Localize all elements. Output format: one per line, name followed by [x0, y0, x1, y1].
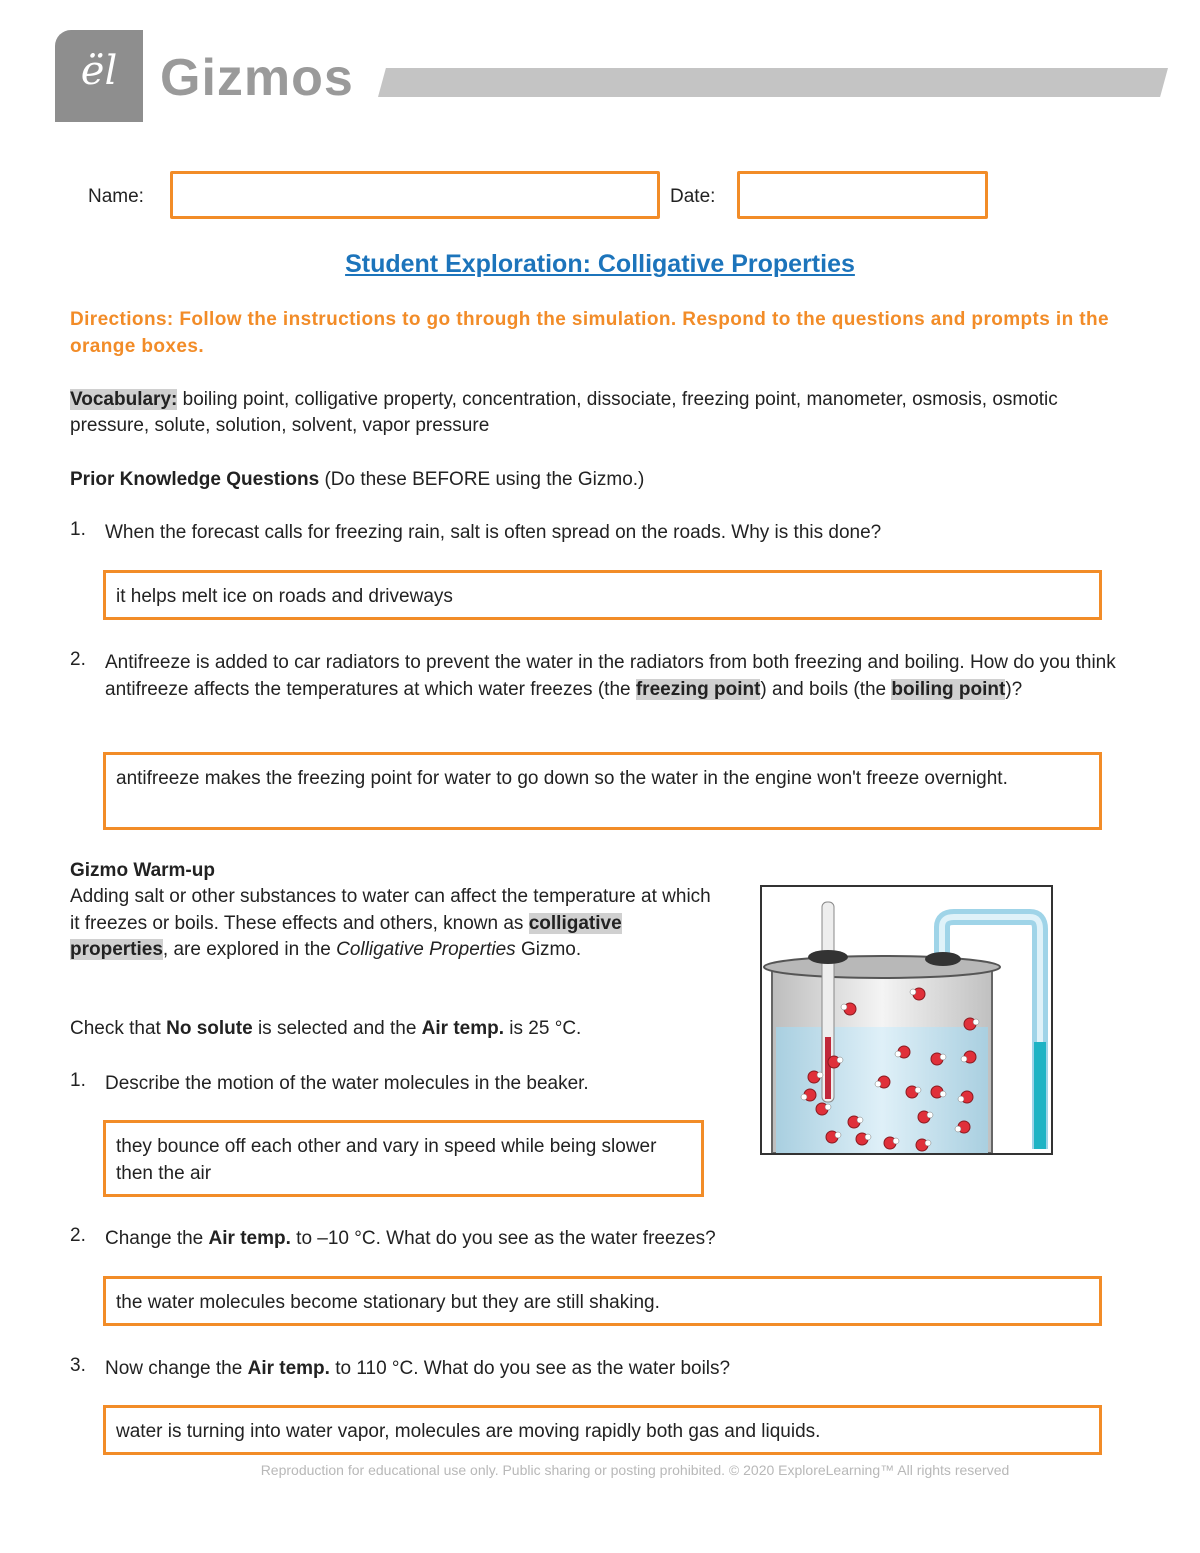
vocabulary-label: Vocabulary: [70, 389, 178, 410]
prior-note: (Do these BEFORE using the Gizmo.) [324, 469, 645, 490]
warmup-q1-text: Describe the motion of the water molecules in the beaker. [105, 1073, 589, 1094]
freezing-point-term: freezing point [635, 679, 761, 700]
page-title: Student Exploration: Colligative Properties [345, 250, 855, 278]
prior-q1-number: 1. [70, 519, 86, 540]
prior-q2-text-b: ) and boils (the [760, 679, 892, 700]
header-bar [378, 68, 1168, 97]
prior-q2-text [105, 649, 1125, 703]
no-solute-term: No solute [166, 1018, 253, 1039]
warmup-q2-answer[interactable]: the water molecules become stationary but they are still shaking. [103, 1276, 1102, 1326]
warmup-q3-text-a: Now change the [105, 1358, 248, 1379]
gizmo-name: Colligative Properties [336, 939, 516, 960]
warmup-q2-text-b: to –10 °C. What do you see as the water freezes? [290, 1228, 716, 1249]
warmup-q3-bold: Air temp. [247, 1358, 330, 1379]
prior-q2-number: 2. [70, 649, 86, 670]
vocabulary-terms: boiling point, colligative property, concentration, dissociate, freezing point, manometer, osmosis, osmotic pressure, solute, solution, solvent, vapor pressure [70, 389, 1058, 436]
beaker-illustration [762, 887, 1051, 1153]
warmup-intro-a: Adding salt or other substances to water can affect the temperature at which it freezes or boils. These effects and others, known as [70, 886, 711, 934]
check-c: is selected and the [252, 1018, 422, 1039]
warmup-q2-number: 2. [70, 1225, 86, 1246]
prior-q2-text-c: )? [1005, 679, 1023, 700]
warmup-intro-c: Gizmo. [515, 939, 582, 960]
warmup-q2-text [105, 1225, 1115, 1252]
name-label: Name: [88, 186, 144, 207]
prior-q1-answer[interactable]: it helps melt ice on roads and driveways [103, 570, 1102, 620]
date-label: Date: [670, 186, 716, 207]
warmup-q3-text-b: to 110 °C. What do you see as the water boils? [329, 1358, 731, 1379]
check-d: is 25 °C. [504, 1018, 582, 1039]
directions: Directions: Follow the instructions to go through the simulation. Respond to the questions and prompts in the orange boxes. [70, 309, 1109, 357]
warmup-heading [70, 858, 215, 884]
warmup-check [70, 1016, 730, 1042]
warmup-intro [70, 884, 720, 964]
prior-q2-text-a: Antifreeze is added to car radiators to prevent the water in the radiators from both freezing and boiling. How do you think antifreeze affects the temperatures at which water freezes (the [105, 652, 1116, 700]
warmup-q3-number: 3. [70, 1355, 86, 1376]
air-temp-term: Air temp. [421, 1018, 505, 1039]
prior-q2-answer[interactable]: antifreeze makes the freezing point for water to go down so the water in the engine won't freeze overnight. [103, 752, 1102, 830]
prior-knowledge-heading [70, 467, 1130, 493]
vocabulary [70, 387, 1130, 439]
prior-q1-text: When the forecast calls for freezing rain, salt is often spread on the roads. Why is this done? [105, 522, 882, 543]
warmup-q3-answer[interactable]: water is turning into water vapor, molecules are moving rapidly both gas and liquids. [103, 1405, 1102, 1455]
date-field[interactable] [737, 171, 988, 219]
prior-heading: Prior Knowledge Questions [70, 469, 320, 490]
warmup-q1-answer[interactable]: they bounce off each other and vary in speed while being slower then the air [103, 1120, 704, 1197]
brand-name: Gizmos [160, 49, 354, 107]
warmup-heading-text: Gizmo Warm-up [70, 860, 215, 881]
colligative-properties-term: colligative properties [70, 912, 622, 960]
warmup-q1-number: 1. [70, 1070, 86, 1091]
logo-mark: ël [80, 48, 118, 94]
gizmo-beaker-image [760, 885, 1053, 1155]
name-field[interactable] [170, 171, 660, 219]
warmup-q2-text-a: Change the [105, 1228, 209, 1249]
boiling-point-term: boiling point [891, 679, 1006, 700]
check-a: Check that [70, 1018, 167, 1039]
warmup-q3-text [105, 1355, 1115, 1382]
footer-copyright: Reproduction for educational use only. Public sharing or posting prohibited. © 2020 ExploreLearning™ All rights reserved [260, 1462, 1010, 1478]
warmup-intro-b: , are explored in the [162, 939, 337, 960]
warmup-q2-bold: Air temp. [208, 1228, 291, 1249]
